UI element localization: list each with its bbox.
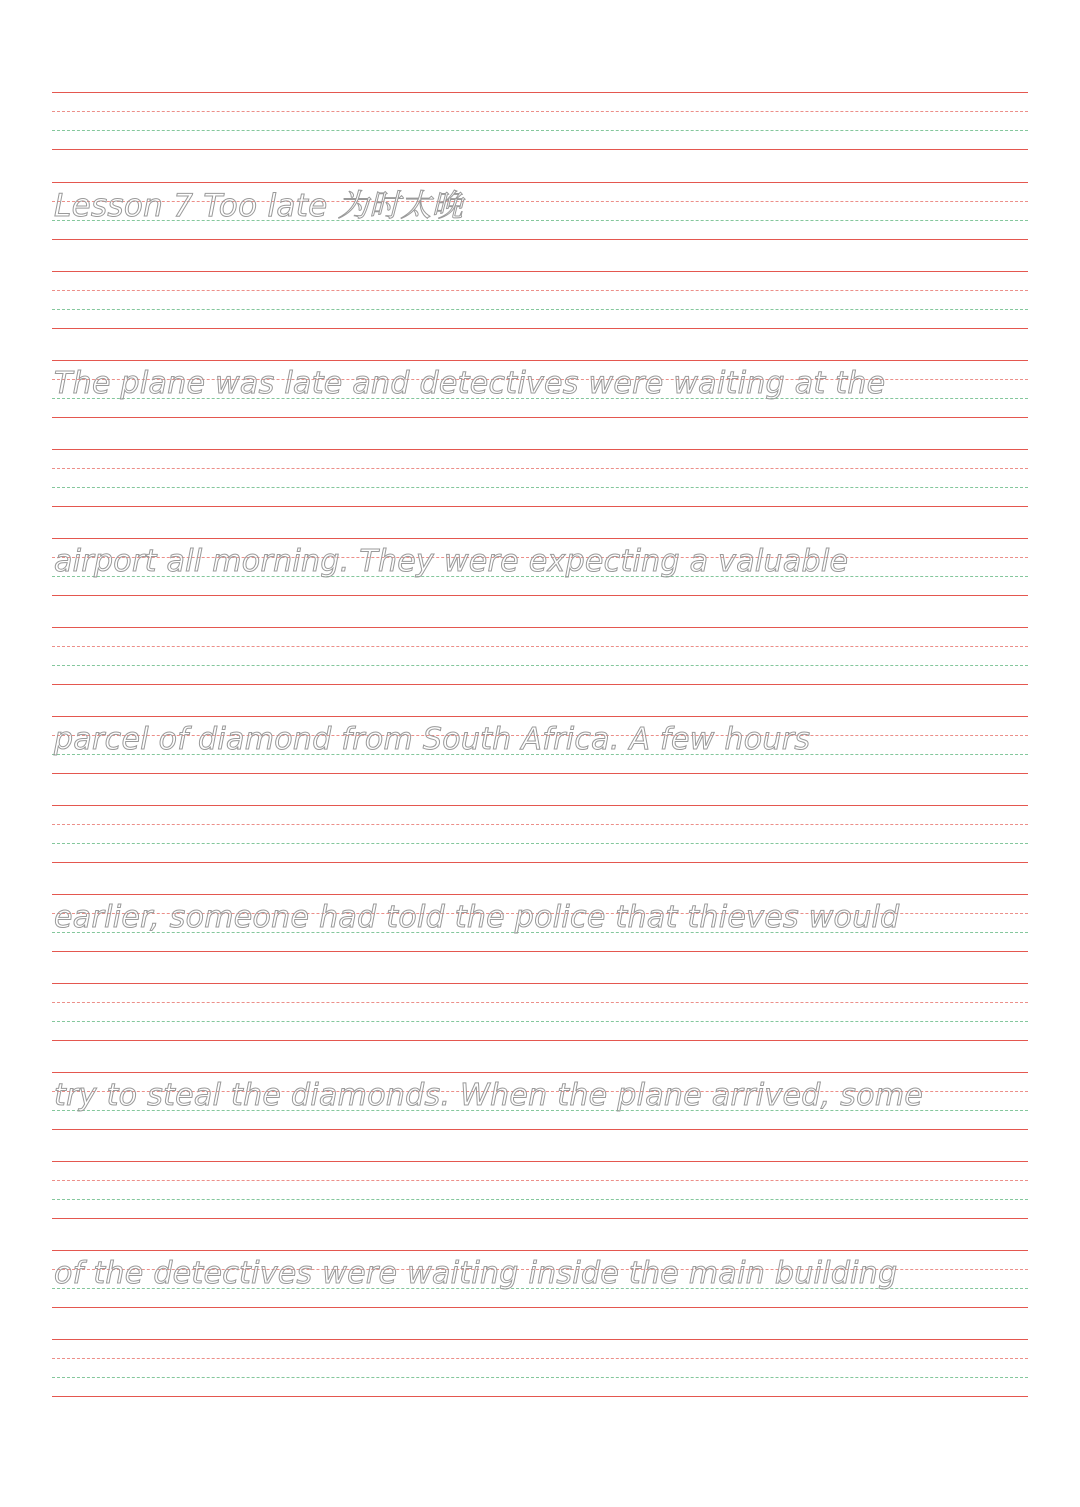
top-rule [52,805,1028,806]
middle-dashed-rule [52,487,1028,488]
upper-dashed-rule [52,1358,1028,1359]
middle-dashed-rule [52,843,1028,844]
text-writing-band [52,538,1028,596]
top-rule [52,983,1028,984]
baseline-rule [52,149,1028,150]
practice-text-line: try to steal the diamonds. When the plane arrived, some [54,1078,924,1113]
empty-writing-band [52,627,1028,685]
middle-dashed-rule [52,1021,1028,1022]
top-rule [52,1339,1028,1340]
baseline-rule [52,1307,1028,1308]
baseline-rule [52,862,1028,863]
text-writing-band [52,1072,1028,1130]
empty-writing-band [52,271,1028,329]
top-rule [52,92,1028,93]
baseline-rule [52,1218,1028,1219]
baseline-rule [52,1040,1028,1041]
upper-dashed-rule [52,468,1028,469]
baseline-rule [52,417,1028,418]
top-rule [52,1072,1028,1073]
top-rule [52,449,1028,450]
baseline-rule [52,951,1028,952]
upper-dashed-rule [52,646,1028,647]
practice-text-line: earlier, someone had told the police that thieves would [54,900,900,935]
baseline-rule [52,506,1028,507]
middle-dashed-rule [52,309,1028,310]
top-rule [52,1161,1028,1162]
middle-dashed-rule [52,1199,1028,1200]
empty-writing-band [52,449,1028,507]
text-writing-band [52,894,1028,952]
practice-text-line: The plane was late and detectives were waiting at the [54,366,886,401]
upper-dashed-rule [52,290,1028,291]
empty-writing-band [52,1339,1028,1397]
baseline-rule [52,1129,1028,1130]
top-rule [52,182,1028,183]
middle-dashed-rule [52,1377,1028,1378]
empty-writing-band [52,1161,1028,1219]
empty-writing-band [52,983,1028,1041]
baseline-rule [52,773,1028,774]
top-rule [52,360,1028,361]
empty-writing-band [52,92,1028,150]
lesson-title: Lesson 7 Too late 为时太晚 [54,188,463,224]
upper-dashed-rule [52,1180,1028,1181]
upper-dashed-rule [52,824,1028,825]
text-writing-band [52,716,1028,774]
middle-dashed-rule [52,665,1028,666]
practice-text-line: airport all morning. They were expecting a valuable [54,544,849,579]
top-rule [52,894,1028,895]
baseline-rule [52,684,1028,685]
upper-dashed-rule [52,111,1028,112]
empty-writing-band [52,805,1028,863]
baseline-rule [52,595,1028,596]
text-writing-band [52,360,1028,418]
baseline-rule [52,328,1028,329]
practice-text-line: of the detectives were waiting inside the main building [54,1256,898,1291]
top-rule [52,538,1028,539]
baseline-rule [52,1396,1028,1397]
practice-text-line: parcel of diamond from South Africa. A few hours [54,722,811,757]
title-writing-band [52,182,1028,240]
baseline-rule [52,239,1028,240]
middle-dashed-rule [52,130,1028,131]
top-rule [52,716,1028,717]
text-writing-band [52,1250,1028,1308]
top-rule [52,627,1028,628]
top-rule [52,271,1028,272]
top-rule [52,1250,1028,1251]
upper-dashed-rule [52,1002,1028,1003]
